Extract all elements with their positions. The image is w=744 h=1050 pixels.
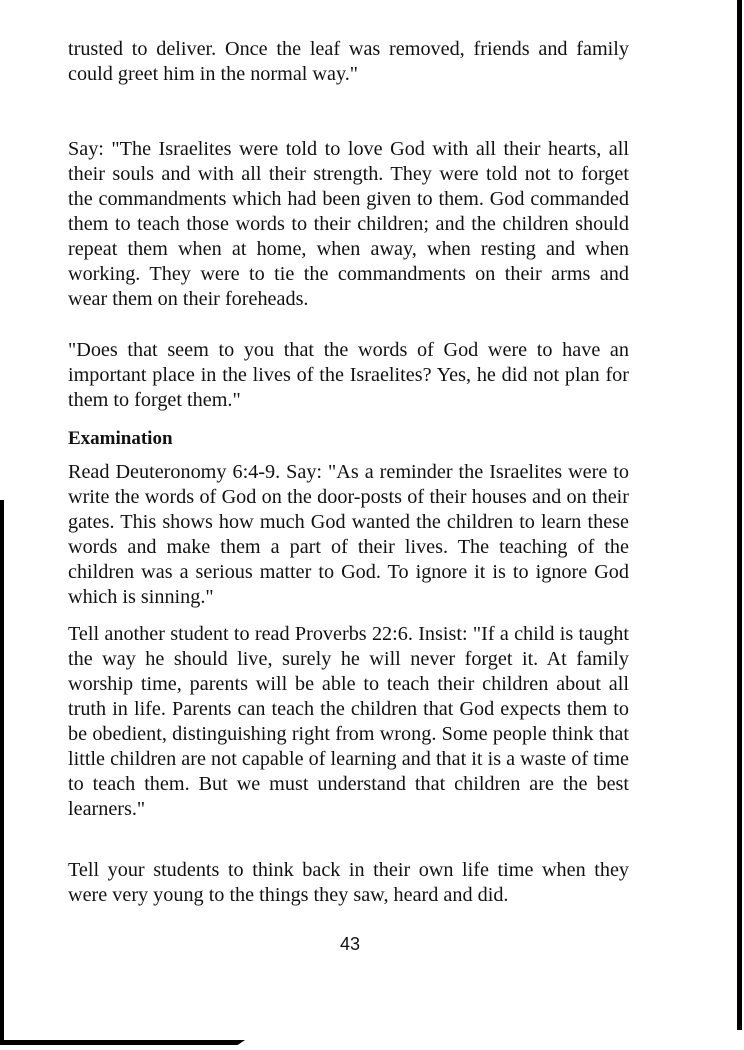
page-border-right [737,0,742,1030]
paragraph-deuteronomy [68,460,629,610]
paragraph-proverbs [68,622,629,822]
page-border-bottom [0,1040,245,1045]
paragraph-think-back [68,858,629,908]
paragraph-israelites-commandments [68,137,629,312]
section-heading [68,426,629,451]
paragraph-text: Say: "The Israelites were told to love God with all their hearts, all their souls and with all their strength. They were told not to forget the commandments which had been given to them. God commanded them to teach those words to their children; and the children should repeat them when at home, when away, when resting and when working. They were to tie the commandments on their arms and wear them on their foreheads. [68,138,629,310]
paragraph-text: Read Deuteronomy 6:4-9. Say: "As a reminder the Israelites were to write the words of God on the door-posts of their houses and on their gates. This shows how much God wanted the children to learn these words and make them a part of their lives. The teaching of the children was a serious matter to God. To ignore it is to ignore God which is sinning." [68,461,629,608]
paragraph-continued [68,37,629,87]
paragraph-text: trusted to deliver. Once the leaf was removed, friends and family could greet him in the normal way." [68,38,629,85]
page-border-left [0,500,4,1045]
paragraph-text: "Does that seem to you that the words of God were to have an important place in the lives of the Israelites? Yes, he did not plan for them to forget them." [68,339,629,411]
paragraph-text: Tell your students to think back in their own life time when they were very young to the things they saw, heard and did. [68,859,629,906]
paragraph-question [68,338,629,413]
paragraph-text: Tell another student to read Proverbs 22:6. Insist: "If a child is taught the way he should live, surely he will never forget it. At family worship time, parents will be able to teach their children about all truth in life. Parents can teach the children that God expects them to be obedient, distinguishing right from wrong. Some people think that little children are not capable of learning and that it is a waste of time to teach them. But we must understand that children are the best learners." [68,623,629,820]
page-number: 43 [339,934,361,954]
heading-text: Examination [68,428,173,449]
